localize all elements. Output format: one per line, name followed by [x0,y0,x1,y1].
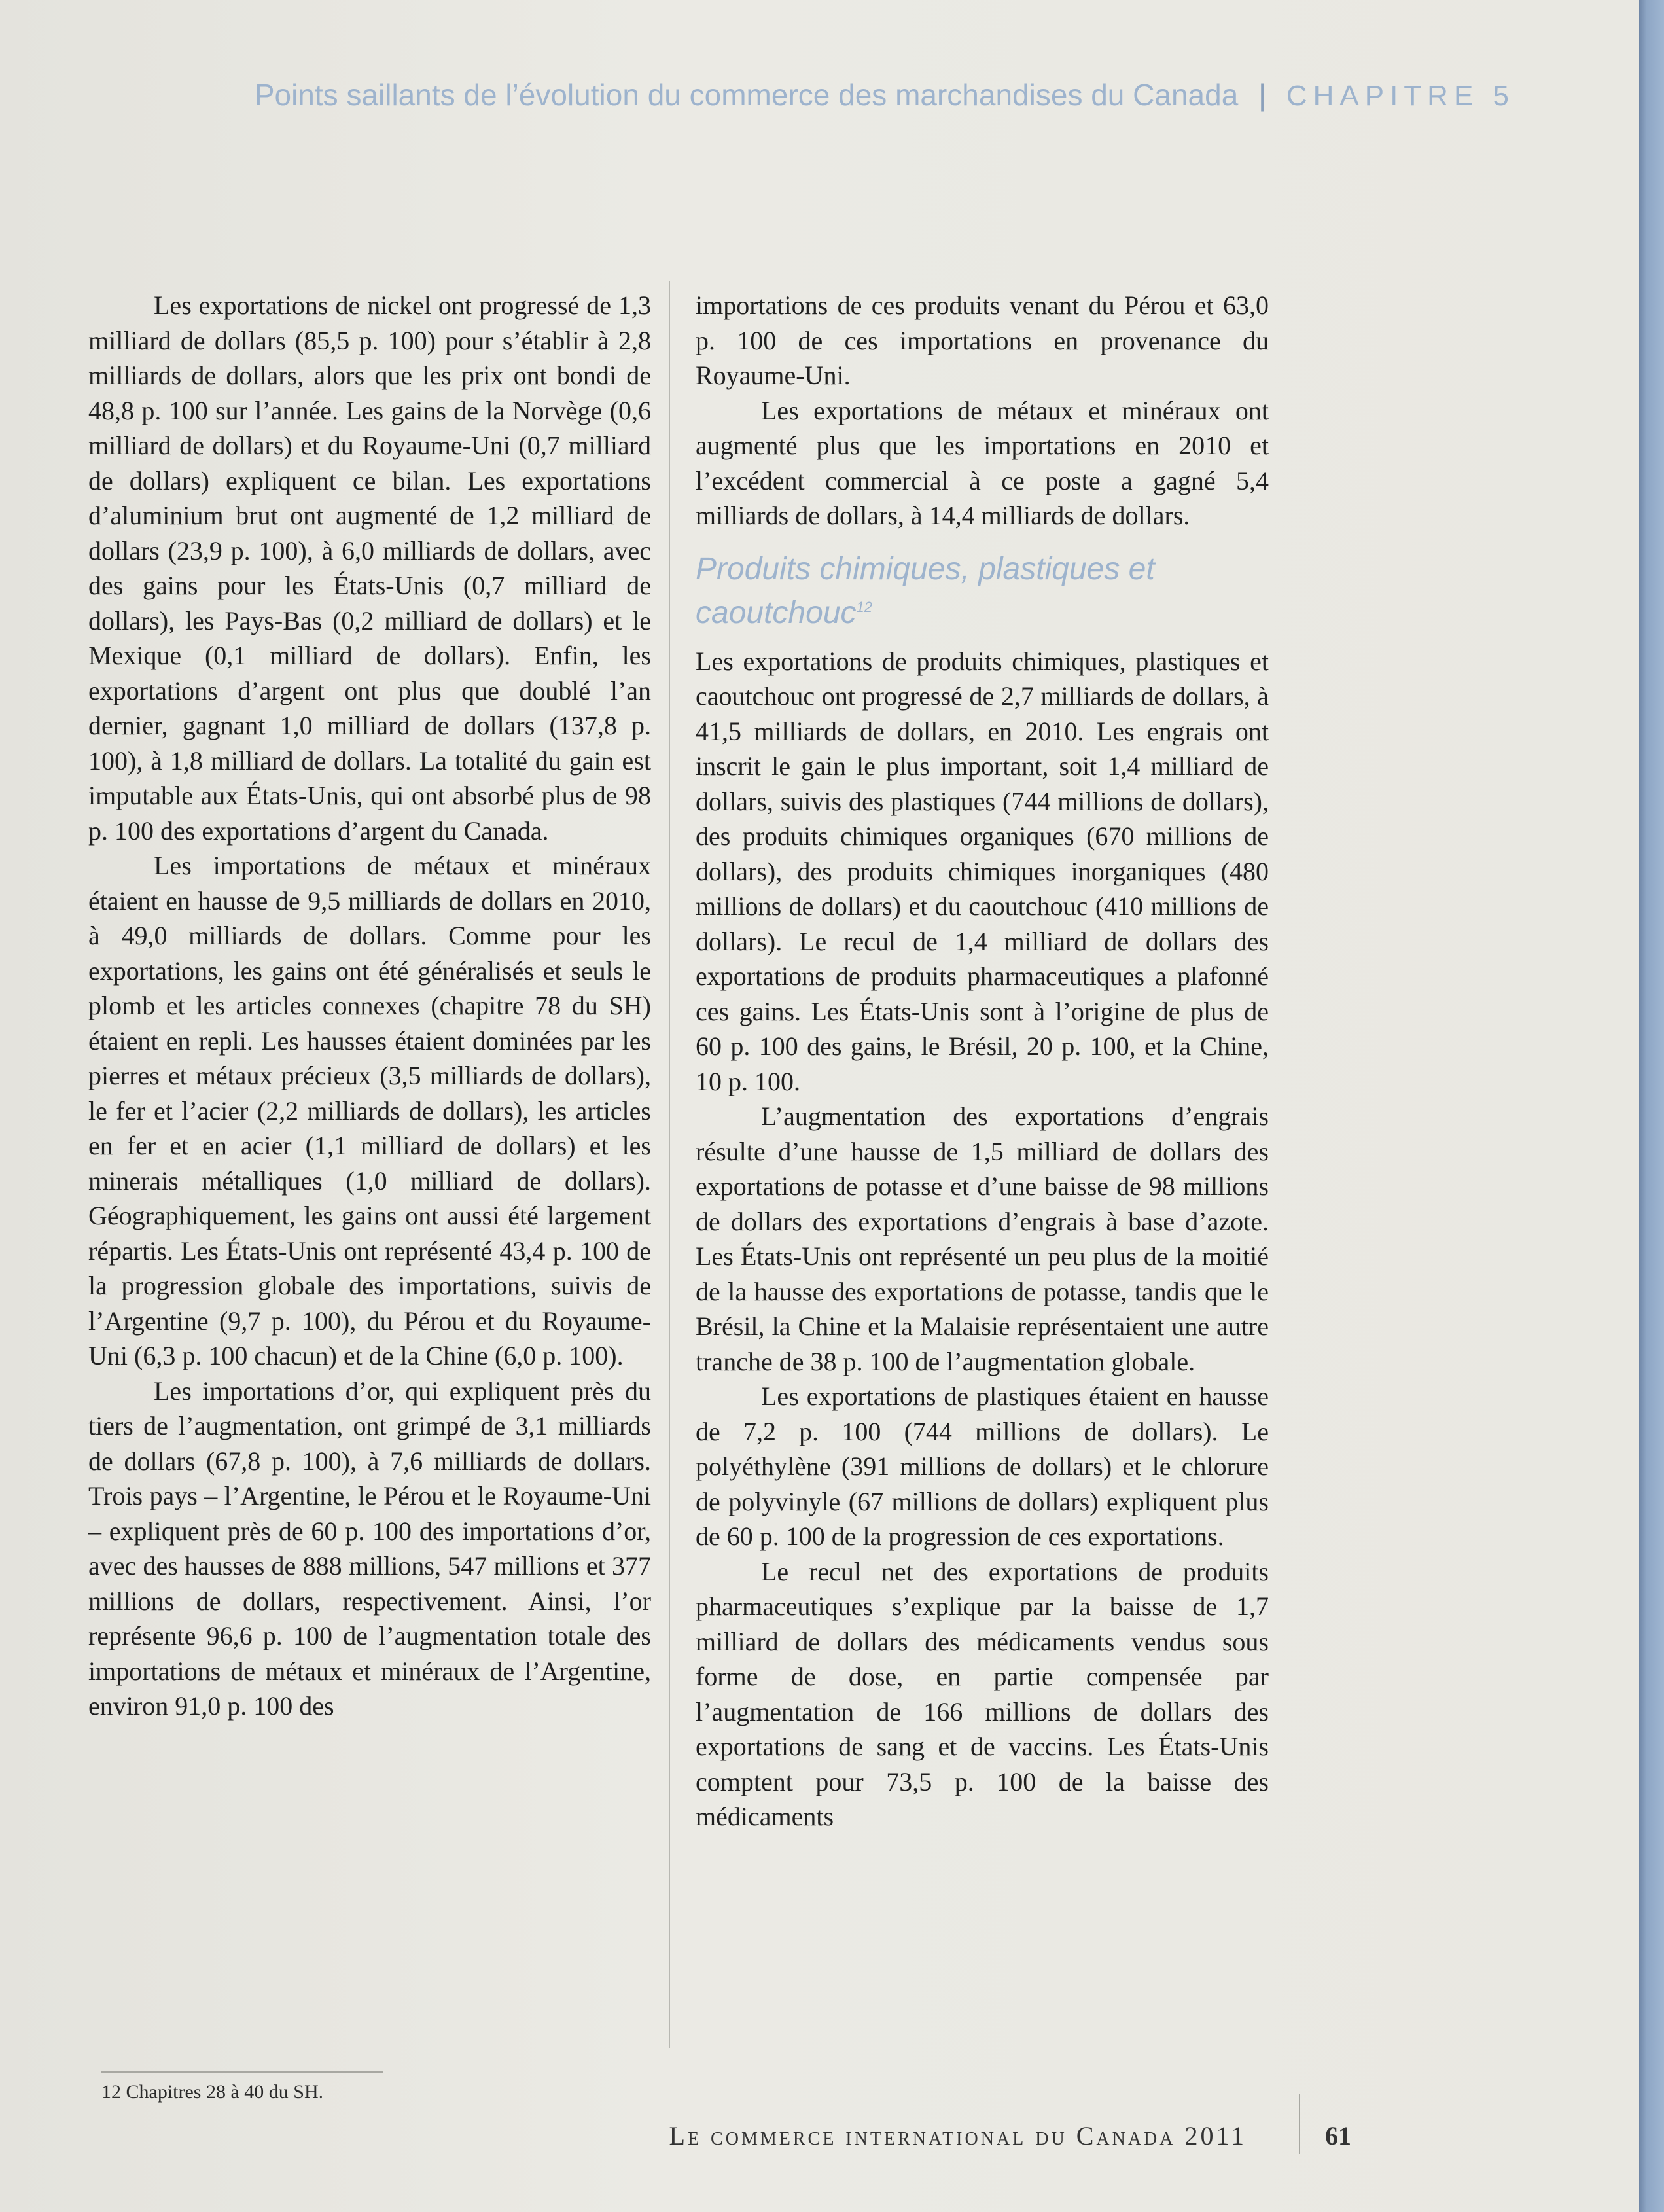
footer-divider [1299,2094,1300,2154]
running-header-chapter: CHAPITRE 5 [1286,80,1515,112]
running-header-title: Points saillants de l’évolution du commerce des marchandises du Canada [254,78,1239,112]
paragraph-pharmaceuticals: Le recul net des exportations de produits pharmaceutiques s’explique par la baisse de 1,7 milliard de dollars des médicaments vendus sous forme de dose, en partie compensée par l’augmentation de 166 millions de dollars des exportations de sang et de vaccins. Les États-Unis comptent pour 73,5 p. 100 de la baisse des médicaments [696,1556,1269,1831]
column-divider [669,281,670,2048]
section-heading-text: Produits chimiques, plastiques et caoutchouc [696,551,1155,630]
paragraph-chemicals-exports: Les exportations de produits chimiques, plastiques et caoutchouc ont progressé de 2,7 milliards de dollars, à 41,5 milliards de dollars, en 2010. Les engrais ont inscrit le gain le plus important, soit 1,4 milliard de dollars, suivis des plastiques (744 millions de dollars), des produits chimiques organiques (670 millions de dollars), des produits chimiques inorganiques (480 millions de dollars) et du caoutchouc (410 millions de dollars). Le recul de 1,4 milliard de dollars des exportations de produits pharmaceutiques a plafonné ces gains. Les États-Unis sont à l’origine de plus de 60 p. 100 des gains, le Brésil, 20 p. 100, et la Chine, 10 p. 100. [696,646,1269,1096]
footnote: 12 Chapitres 28 à 40 du SH. [101,2081,324,2103]
running-header-separator: | [1258,78,1267,112]
footer-title: Le commerce international du Canada 2011 [669,2121,1247,2150]
left-column [88,288,651,1724]
paragraph-nickel-exports: Les exportations de nickel ont progressé de 1,3 milliard de dollars (85,5 p. 100) pour s’établir à 2,8 milliards de dollars, alors que les prix ont bondi de 48,8 p. 100 sur l’année. Les gains de la Norvège (0,6 milliard de dollars) et du Royaume-Uni (0,7 milliard de dollars) expliquent ce bilan. Les exportations d’aluminium brut ont augmenté de 1,2 milliard de dollars (23,9 p. 100), à 6,0 milliards de dollars, avec des gains pour les États-Unis (0,7 milliard de dollars), les Pays-Bas (0,2 milliard de dollars) et le Mexique (0,1 milliard de dollars). Enfin, les exportations d’argent ont plus que doublé l’an dernier, gagnant 1,0 milliard de dollars (137,8 p. 100), à 1,8 milliard de dollars. La totalité du gain est imputable aux États-Unis, qui ont absorbé plus de 98 p. 100 des exportations d’argent du Canada. [88,291,651,846]
running-header [255,77,1515,113]
paragraph-plastics-exports: Les exportations de plastiques étaient en hausse de 7,2 p. 100 (744 millions de dollars). Le polyéthylène (391 millions de dollars) et le chlorure de polyvinyle (67 millions de dollars) expliquent plus de 60 p. 100 de la progression de ces exportations. [696,1382,1269,1551]
paragraph-metal-imports: Les importations de métaux et minéraux étaient en hausse de 9,5 milliards de dollars en 2010, à 49,0 milliards de dollars. Comme pour les exportations, les gains ont été généralisés et seuls le plomb et les articles connexes (chapitre 78 du SH) étaient en repli. Les hausses étaient dominées par les pierres et métaux précieux (3,5 milliards de dollars), le fer et l’acier (2,2 milliards de dollars), les articles en fer et en acier (1,1 milliard de dollars) et les minerais métalliques (1,0 milliard de dollars). Géographiquement, les gains ont aussi été largement répartis. Les États-Unis ont représenté 43,4 p. 100 de la progression globale des importations, suivis de l’Argentine (9,7 p. 100), du Pérou et du Royaume-Uni (6,3 p. 100 chacun) et de la Chine (6,0 p. 100). [88,851,651,1370]
page-edge-strip [1639,0,1664,2212]
paragraph-gold-imports: Les importations d’or, qui expliquent près du tiers de l’augmentation, ont grimpé de 3,1 milliards de dollars (67,8 p. 100), à 7,6 milliards de dollars. Trois pays – l’Argentine, le Pérou et le Royaume-Uni – expliquent près de 60 p. 100 des importations d’or, avec des hausses de 888 millions, 547 millions et 377 millions de dollars, respectivement. Ainsi, l’or représente 96,6 p. 100 de l’augmentation totale des importations de métaux et minéraux de l’Argentine, environ 91,0 p. 100 des [88,1376,651,1721]
paragraph-fertilizer-exports: L’augmentation des exportations d’engrais résulte d’une hausse de 1,5 milliard de dollars des exportations de potasse et d’une baisse de 98 millions de dollars des exportations d’engrais à base d’azote. Les États-Unis ont représenté un peu plus de la moitié de la hausse des exportations de potasse, tandis que le Brésil, la Chine et la Malaisie représentaient une autre tranche de 38 p. 100 de l’augmentation globale. [696,1101,1269,1376]
paragraph-metal-trade-surplus: Les exportations de métaux et minéraux ont augmenté plus que les importations en 2010 et l’excédent commercial à ce poste a gagné 5,4 milliards de dollars, à 14,4 milliards de dollars. [696,395,1269,530]
right-column [696,288,1269,1834]
footnote-rule [101,2071,383,2073]
section-heading-footnote-marker: 12 [856,598,872,615]
paragraph-continuation: importations de ces produits venant du Pérou et 63,0 p. 100 de ces importations en provenance du Royaume-Uni. [696,291,1269,390]
page-number: 61 [1325,2121,1351,2150]
section-heading [696,550,1269,632]
